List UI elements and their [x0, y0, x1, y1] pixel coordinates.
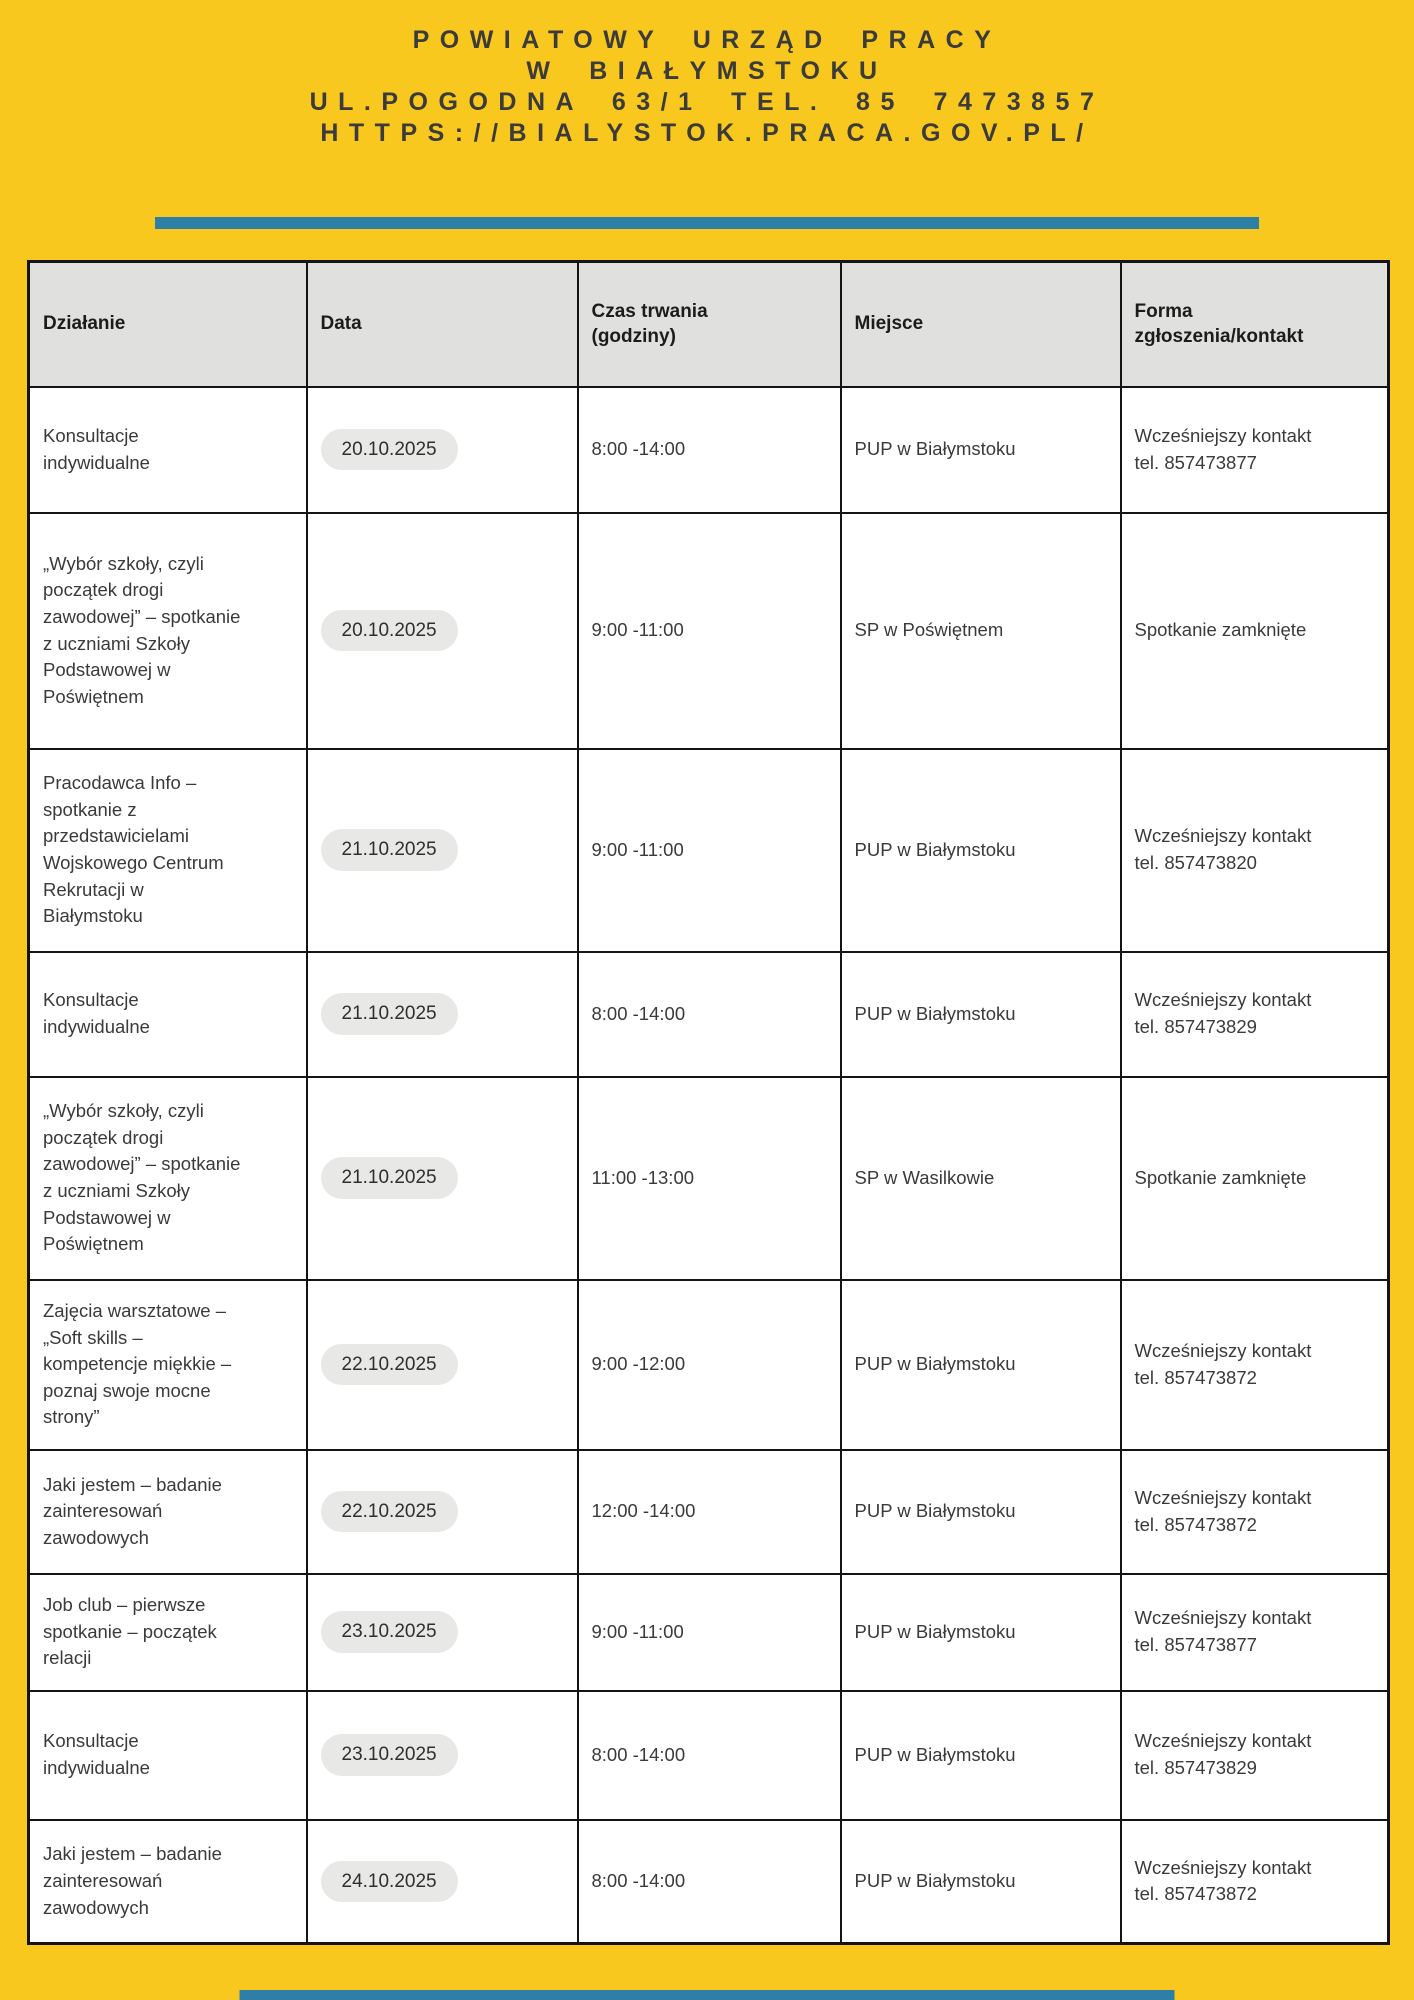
- date-pill: 24.10.2025: [321, 1861, 458, 1902]
- cell-miejsce: PUP w Białymstoku: [841, 1691, 1121, 1820]
- table-row: [29, 749, 1389, 952]
- cell-czas-trwania: 12:00 -14:00: [578, 1450, 841, 1574]
- date-pill: 21.10.2025: [321, 1157, 458, 1198]
- cell-data: [307, 1280, 578, 1450]
- table-row: [29, 1574, 1389, 1691]
- cell-miejsce: SP w Wasilkowie: [841, 1077, 1121, 1280]
- cell-data: [307, 1574, 578, 1691]
- cell-dzialanie: Job club – pierwsze spotkanie – początek relacji: [29, 1574, 307, 1691]
- cell-forma: Spotkanie zamknięte: [1121, 1077, 1389, 1280]
- table-row: [29, 1077, 1389, 1280]
- cell-czas-trwania: 9:00 -12:00: [578, 1280, 841, 1450]
- table-row: [29, 1280, 1389, 1450]
- cell-czas-trwania: 8:00 -14:00: [578, 1691, 841, 1820]
- cell-czas-trwania: 9:00 -11:00: [578, 1574, 841, 1691]
- cell-forma: Wcześniejszy kontakt tel. 857473872: [1121, 1280, 1389, 1450]
- table-row: [29, 513, 1389, 749]
- cell-dzialanie: Jaki jestem – badanie zainteresowań zawodowych: [29, 1450, 307, 1574]
- cell-forma: Spotkanie zamknięte: [1121, 513, 1389, 749]
- header: [0, 0, 1414, 149]
- date-pill: 21.10.2025: [321, 829, 458, 870]
- table-header: [29, 262, 1389, 387]
- cell-czas-trwania: 8:00 -14:00: [578, 387, 841, 513]
- cell-forma: Wcześniejszy kontakt tel. 857473877: [1121, 387, 1389, 513]
- cell-czas-trwania: 11:00 -13:00: [578, 1077, 841, 1280]
- table-body: [29, 387, 1389, 1944]
- table-row: [29, 952, 1389, 1077]
- cell-data: [307, 952, 578, 1077]
- cell-data: [307, 1077, 578, 1280]
- column-header-data: Data: [307, 262, 578, 387]
- cell-dzialanie: „Wybór szkoły, czyli początek drogi zawodowej” – spotkanie z uczniami Szkoły Podstawowej w Poświętnem: [29, 513, 307, 749]
- table-row: [29, 387, 1389, 513]
- cell-miejsce: PUP w Białymstoku: [841, 1820, 1121, 1944]
- accent-bar-bottom: [240, 1990, 1175, 2000]
- cell-forma: Wcześniejszy kontakt tel. 857473872: [1121, 1450, 1389, 1574]
- cell-data: [307, 1820, 578, 1944]
- cell-miejsce: PUP w Białymstoku: [841, 1280, 1121, 1450]
- column-header-czas-trwania: Czas trwania (godziny): [578, 262, 841, 387]
- cell-czas-trwania: 9:00 -11:00: [578, 513, 841, 749]
- date-pill: 20.10.2025: [321, 610, 458, 651]
- cell-miejsce: PUP w Białymstoku: [841, 749, 1121, 952]
- cell-data: [307, 387, 578, 513]
- cell-data: [307, 1691, 578, 1820]
- header-line-1: POWIATOWY URZĄD PRACY: [412, 26, 1002, 54]
- cell-data: [307, 749, 578, 952]
- cell-czas-trwania: 8:00 -14:00: [578, 952, 841, 1077]
- date-pill: 20.10.2025: [321, 429, 458, 470]
- schedule-table: [27, 260, 1390, 1945]
- cell-forma: Wcześniejszy kontakt tel. 857473872: [1121, 1820, 1389, 1944]
- date-pill: 23.10.2025: [321, 1734, 458, 1775]
- header-line-2: W BIAŁYMSTOKU: [526, 57, 888, 85]
- cell-forma: Wcześniejszy kontakt tel. 857473829: [1121, 952, 1389, 1077]
- cell-forma: Wcześniejszy kontakt tel. 857473829: [1121, 1691, 1389, 1820]
- date-pill: 23.10.2025: [321, 1611, 458, 1652]
- table-row: [29, 1450, 1389, 1574]
- cell-dzialanie: Konsultacje indywidualne: [29, 952, 307, 1077]
- cell-miejsce: PUP w Białymstoku: [841, 952, 1121, 1077]
- cell-forma: Wcześniejszy kontakt tel. 857473877: [1121, 1574, 1389, 1691]
- cell-miejsce: PUP w Białymstoku: [841, 1450, 1121, 1574]
- column-header-dzialanie: Działanie: [29, 262, 307, 387]
- cell-dzialanie: „Wybór szkoły, czyli początek drogi zawodowej” – spotkanie z uczniami Szkoły Podstawowej w Poświętnem: [29, 1077, 307, 1280]
- table-header-row: [29, 262, 1389, 387]
- cell-dzialanie: Jaki jestem – badanie zainteresowań zawodowych: [29, 1820, 307, 1944]
- header-line-4: HTTPS://BIALYSTOK.PRACA.GOV.PL/: [320, 119, 1094, 147]
- date-pill: 22.10.2025: [321, 1344, 458, 1385]
- header-line-3: UL.POGODNA 63/1 TEL. 85 7473857: [309, 88, 1105, 116]
- table-row: [29, 1820, 1389, 1944]
- cell-dzialanie: Zajęcia warsztatowe – „Soft skills – kompetencje miękkie – poznaj swoje mocne strony”: [29, 1280, 307, 1450]
- cell-forma: Wcześniejszy kontakt tel. 857473820: [1121, 749, 1389, 952]
- cell-miejsce: PUP w Białymstoku: [841, 1574, 1121, 1691]
- cell-miejsce: SP w Poświętnem: [841, 513, 1121, 749]
- cell-data: [307, 1450, 578, 1574]
- date-pill: 22.10.2025: [321, 1491, 458, 1532]
- cell-miejsce: PUP w Białymstoku: [841, 387, 1121, 513]
- column-header-forma: Forma zgłoszenia/kontakt: [1121, 262, 1389, 387]
- table-row: [29, 1691, 1389, 1820]
- cell-data: [307, 513, 578, 749]
- accent-bar-top: [155, 217, 1259, 229]
- column-header-miejsce: Miejsce: [841, 262, 1121, 387]
- cell-czas-trwania: 9:00 -11:00: [578, 749, 841, 952]
- cell-dzialanie: Pracodawca Info – spotkanie z przedstawicielami Wojskowego Centrum Rekrutacji w Białymstoku: [29, 749, 307, 952]
- date-pill: 21.10.2025: [321, 993, 458, 1034]
- cell-dzialanie: Konsultacje indywidualne: [29, 1691, 307, 1820]
- cell-czas-trwania: 8:00 -14:00: [578, 1820, 841, 1944]
- cell-dzialanie: Konsultacje indywidualne: [29, 387, 307, 513]
